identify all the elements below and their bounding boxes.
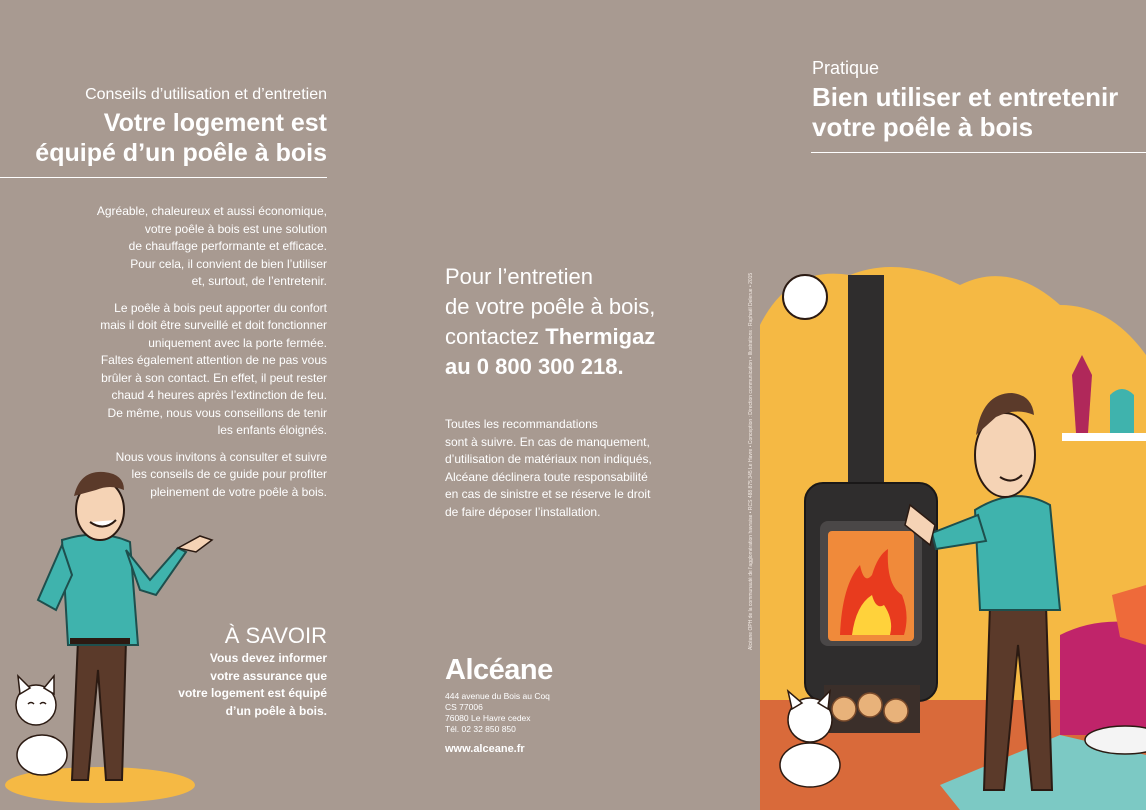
text-line: les conseils de ce guide pour profiter: [131, 467, 327, 481]
stove-scene-illustration: [760, 265, 1146, 810]
savoir-text: [127, 650, 327, 720]
text-line: Alcéane déclinera toute responsabilité: [445, 469, 648, 484]
text-line: Toutes les recommandations: [445, 417, 598, 431]
right-title-line1: Bien utiliser et entretenir: [812, 82, 1119, 112]
text-line: uniquement avec la porte fermée.: [148, 335, 327, 350]
left-kicker: Conseils d’utilisation et d’entretien: [85, 86, 327, 103]
text-line: brûler à son contact. En effet, il peut rester: [101, 370, 327, 385]
left-para-2: [27, 300, 327, 440]
text-line: et, surtout, de l’entretenir.: [191, 274, 327, 288]
text-line: Vous devez informer: [209, 651, 327, 665]
contact-line: de votre poêle à bois,: [445, 294, 656, 319]
text-line: d’un poêle à bois.: [225, 703, 327, 718]
left-title-line1: Votre logement est: [103, 109, 327, 137]
text-line: les enfants éloignés.: [217, 423, 327, 437]
right-title-line2: votre poêle à bois: [812, 112, 1034, 142]
address-block: [445, 691, 550, 735]
left-title-line2: équipé d’un poêle à bois: [35, 139, 327, 167]
contact-company: Thermigaz: [545, 324, 656, 349]
text-line: de chauffage performante et efficace.: [128, 239, 327, 253]
text-line: votre assurance que: [210, 668, 327, 683]
address-line: 76080 Le Havre cedex: [445, 713, 531, 723]
text-line: sont à suivre. En cas de manquement,: [445, 434, 650, 449]
middle-panel: [372, 0, 760, 810]
right-divider: [811, 152, 1146, 153]
text-line: de faire déposer l’installation.: [445, 504, 601, 519]
text-line: Le poêle à bois peut apporter du confort: [114, 300, 327, 315]
credits-vertical: Alcéane OPH de la communauté de l’agglomération havraise • RCS 488 875 345 Le Havre • Conception : Direction communication • Illustrations : Raphaël Delerue • 2015: [748, 272, 754, 650]
text-line: chaud 4 heures après l’extinction de feu.: [111, 388, 327, 402]
right-panel: [760, 0, 1146, 810]
website-link[interactable]: www.alceane.fr: [445, 743, 525, 755]
text-line: votre logement est équipé: [178, 686, 327, 700]
left-title: [0, 108, 327, 168]
contact-block: [445, 262, 745, 382]
text-line: Nous vous invitons à consulter et suivre: [115, 449, 327, 464]
left-panel: [0, 0, 372, 810]
text-line: Pour cela, il convient de bien l’utiliser: [130, 256, 327, 271]
right-title: [812, 82, 1142, 142]
address-line: 444 avenue du Bois au Coq: [445, 691, 550, 701]
text-line: en cas de sinistre et se réserve le droit: [445, 487, 651, 501]
text-line: pleinement de votre poêle à bois.: [150, 484, 327, 499]
man-pointing-illustration: [0, 450, 230, 810]
left-para-1: [27, 203, 327, 291]
address-line: CS 77006: [445, 702, 483, 712]
contact-phone: au 0 800 300 218.: [445, 354, 624, 379]
address-line: Tél. 02 32 850 850: [445, 724, 516, 734]
right-kicker: Pratique: [812, 58, 880, 78]
brand-logo: Alcéane: [445, 654, 553, 686]
left-divider: [0, 177, 327, 178]
text-line: mais il doit être surveillé et doit fonctionner: [100, 318, 327, 332]
contact-prefix: contactez: [445, 324, 546, 349]
text-line: d’utilisation de matériaux non indiqués,: [445, 452, 652, 466]
text-line: De même, nous vous conseillons de tenir: [107, 405, 327, 420]
text-line: votre poêle à bois est une solution: [144, 221, 327, 236]
text-line: Agréable, chaleureux et aussi économique,: [96, 204, 327, 218]
contact-line: Pour l’entretien: [445, 264, 593, 289]
disclaimer: [445, 416, 685, 521]
savoir-title: À SAVOIR: [224, 623, 327, 648]
contact-line: [445, 322, 745, 352]
text-line: Faltes également attention de ne pas vous: [100, 353, 327, 367]
